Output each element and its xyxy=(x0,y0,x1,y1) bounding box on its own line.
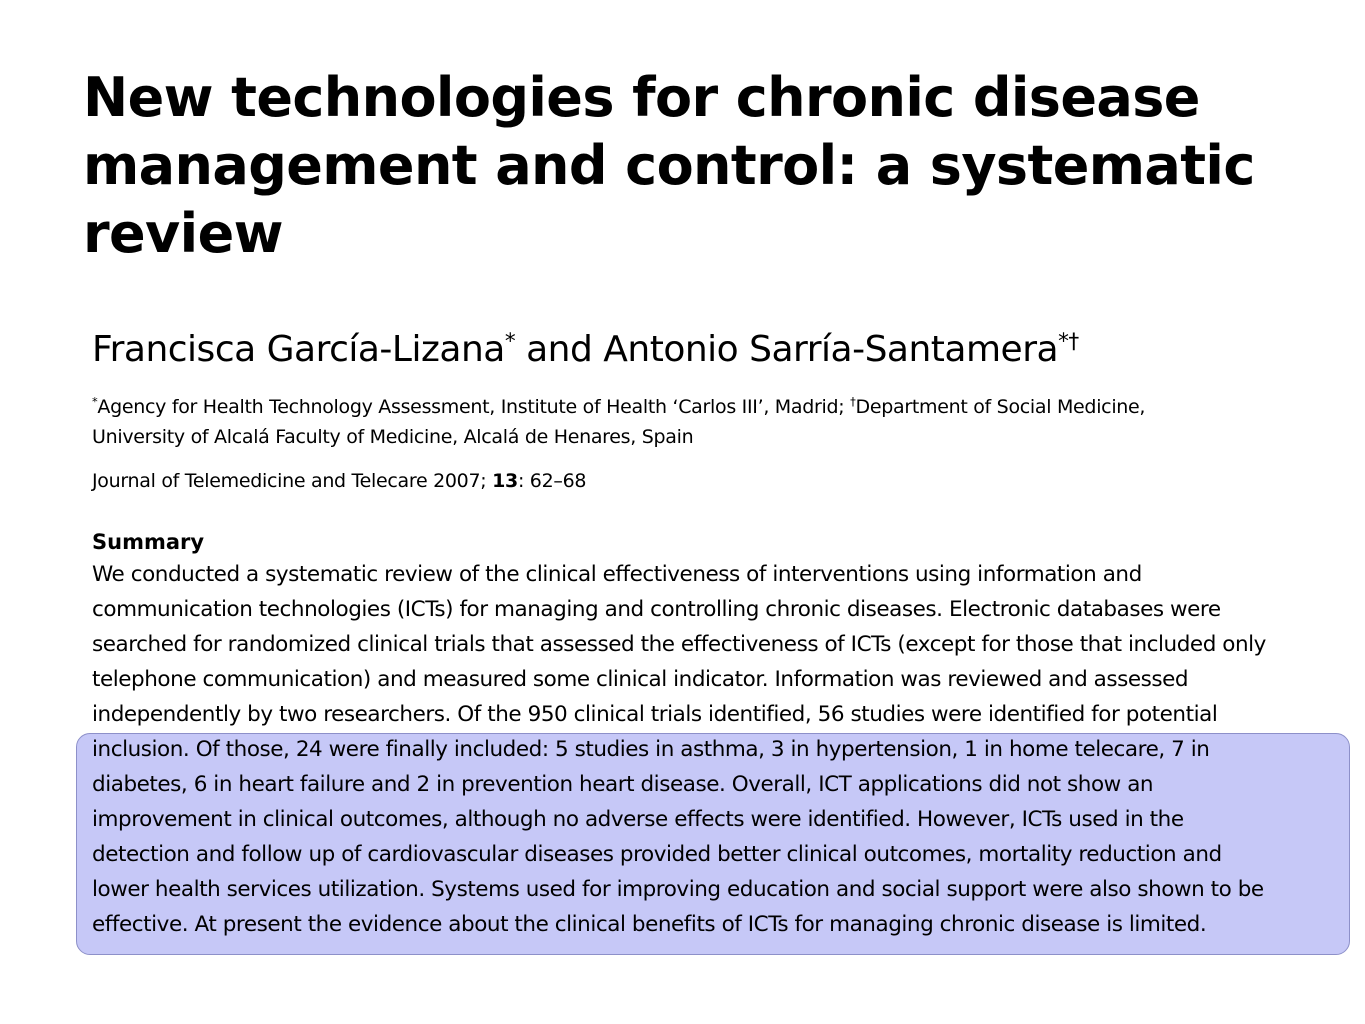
author-conjunction: and xyxy=(526,329,593,370)
summary-line: diabetes, 6 in heart failure and 2 in prevention heart disease. Overall, ICT applications did not show an xyxy=(92,772,1154,797)
summary-line: telephone communication) and measured some clinical indicator. Information was reviewed and assessed xyxy=(92,667,1189,692)
author-list xyxy=(92,326,1079,374)
journal-pages: : 62–68 xyxy=(517,470,587,492)
summary-line: We conducted a systematic review of the clinical effectiveness of interventions using information and xyxy=(92,562,1142,587)
affiliation-mark: † xyxy=(850,394,856,409)
summary-body xyxy=(92,557,1352,942)
title-line: management and control: a systematic xyxy=(83,134,1255,197)
summary-line: improvement in clinical outcomes, although no adverse effects were identified. However, ICTs used in the xyxy=(92,807,1184,832)
affiliation-mark: * xyxy=(504,329,516,354)
affiliation-mark: * xyxy=(1058,329,1069,354)
journal-name-year: Journal of Telemedicine and Telecare 2007; xyxy=(92,470,487,492)
author-name: Francisca García-Lizana xyxy=(92,329,505,370)
journal-citation xyxy=(92,466,586,496)
summary-line: detection and follow up of cardiovascular diseases provided better clinical outcomes, mortality reduction and xyxy=(92,842,1222,867)
affiliation-line xyxy=(92,392,1342,422)
title-line: review xyxy=(83,202,283,265)
summary-line: lower health services utilization. Systems used for improving education and social support were also shown to be xyxy=(92,877,1264,902)
affiliation-text: Department of Social Medicine, xyxy=(855,396,1146,418)
affiliation-mark: † xyxy=(1068,329,1079,354)
title-line: New technologies for chronic disease xyxy=(83,66,1200,129)
author-name: Antonio Sarría-Santamera xyxy=(603,329,1059,370)
affiliations xyxy=(92,392,1342,452)
affiliation-text: Agency for Health Technology Assessment, Institute of Health ‘Carlos III’, Madrid; xyxy=(97,396,845,418)
affiliation-line: University of Alcalá Faculty of Medicine, Alcalá de Henares, Spain xyxy=(92,426,694,448)
journal-volume: 13 xyxy=(492,470,518,492)
paper-title xyxy=(83,64,1283,268)
summary-heading: Summary xyxy=(92,530,205,554)
summary-line: communication technologies (ICTs) for managing and controlling chronic diseases. Electronic databases were xyxy=(92,597,1221,622)
summary-line: searched for randomized clinical trials that assessed the effectiveness of ICTs (except for those that included only xyxy=(92,632,1266,657)
affiliation-mark: * xyxy=(92,394,98,409)
summary-line: effective. At present the evidence about the clinical benefits of ICTs for managing chronic disease is limited. xyxy=(92,912,1207,937)
summary-line: independently by two researchers. Of the 950 clinical trials identified, 56 studies were identified for potential xyxy=(92,702,1218,727)
summary-line: inclusion. Of those, 24 were finally included: 5 studies in asthma, 3 in hypertension, 1 in home telecare, 7 in xyxy=(92,737,1210,762)
